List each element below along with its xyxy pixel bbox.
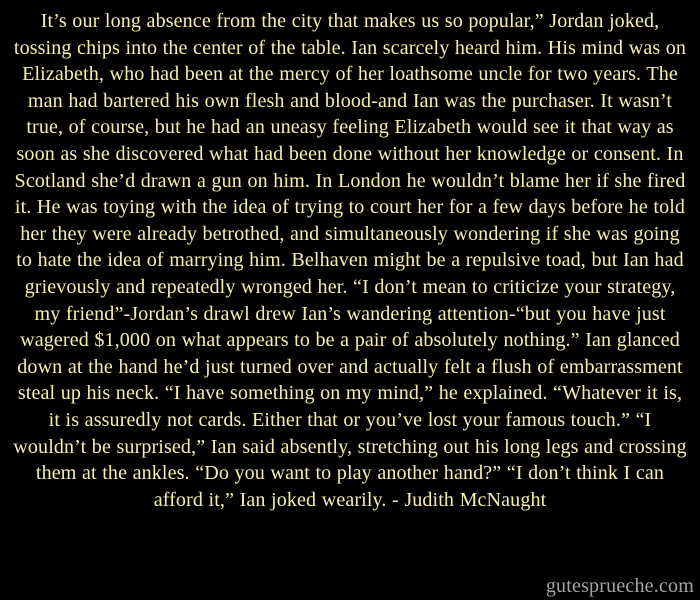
quote-text: It’s our long absence from the city that makes us so popular,” Jordan joked, tossing chips into the center of the table. Ian scarcely heard him. His mind was on Elizabeth, who had been at the mercy of her loathsome uncle for two years. The man had bartered his own flesh and blood-and Ian was the purchaser. It wasn’t true, of course, but he had an uneasy feeling Elizabeth would see it that way as soon as she discovered what had been done without her knowledge or consent. In Scotland she’d drawn a gun on him. In London he wouldn’t blame her if she fired it. He was toying with the idea of trying to court her for a few days before he told her they were already betrothed, and simultaneously wondering if she was going to hate the idea of marrying him. Belhaven might be a repulsive toad, but Ian had grievously and repeatedly wronged her. “I don’t mean to criticize your strategy, my friend”-Jordan’s drawl drew Ian’s wandering attention-“but you have just wagered $1,000 on what appears to be a pair of absolutely nothing.” Ian glanced down at the hand he’d just turned over and actually felt a flush of embarrassment steal up his neck. “I have something on my mind,” he explained. “Whatever it is, it is assuredly not cards. Either that or you’ve lost your famous touch.” “I wouldn’t be surprised,” Ian said absently, stretching out his long legs and crossing them at the ankles. “Do you want to play another hand?” “I don’t think I can afford it,” Ian joked wearily. - Judith McNaught xyxy=(13,10,687,511)
watermark-label: gutesprueche.com xyxy=(545,575,694,597)
